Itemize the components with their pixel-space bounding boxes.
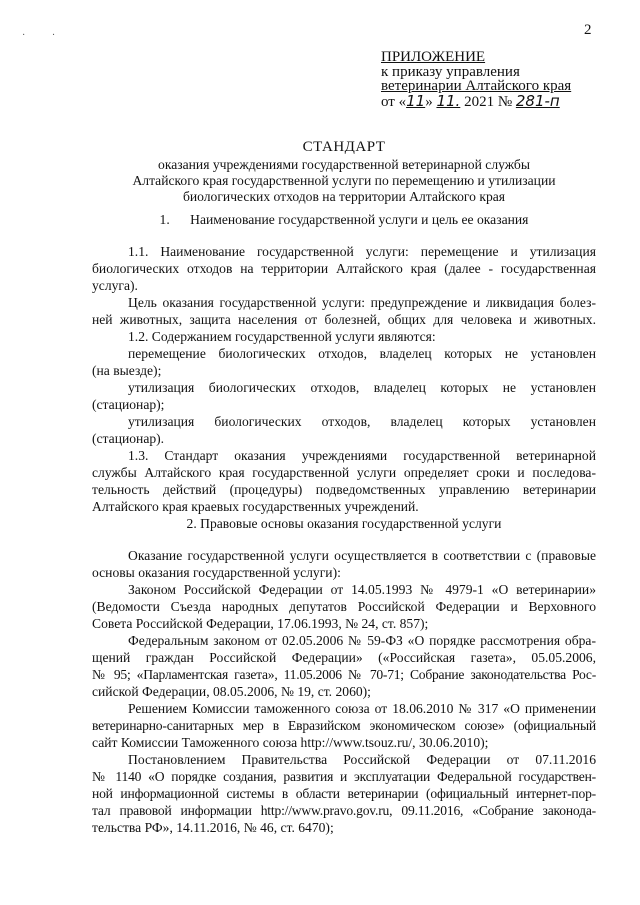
text-line: тал правовой информации http://www.pravo.gov.ru, 09.11.2016, «Собрание законода- — [92, 803, 596, 818]
standard-subtitle-2: Алтайского края государственной услуги по перемещению и утилизации — [132, 173, 556, 188]
page-number: 2 — [584, 22, 592, 38]
text-line: № 95; «Парламентская газета», 11.05.2006 № 70-71; Собрание законодательства Рос- — [92, 667, 596, 682]
text-line: ней животных, защита населения от болезней, общих для человека и животных. — [92, 312, 596, 327]
text-line: сийской Федерации, 08.05.2006, № 19, ст. 2060); — [92, 684, 371, 699]
text-line: 1.1. Наименование государственной услуги: перемещение и утилизация — [128, 244, 596, 259]
list-item-1 — [92, 345, 596, 379]
text-line: Решением Комиссии таможенного союза от 18.06.2010 № 317 «О применении — [128, 701, 596, 716]
section-2-body — [92, 547, 596, 836]
appendix-title: ПРИЛОЖЕНИЕ — [381, 49, 486, 65]
text-line: сайт Комиссии Таможенного союза http://www.tsouz.ru/, 30.06.2010); — [92, 735, 489, 750]
law-appeals — [92, 632, 596, 700]
section-2-heading: 2. Правовые основы оказания государственной услуги — [186, 516, 502, 531]
paragraph-2-intro — [92, 547, 596, 581]
section-1-heading: 1. Наименование государственной услуги и цель ее оказания — [159, 212, 529, 227]
text-line: Совета Российской Федерации, 17.06.1993, № 24, ст. 857); — [92, 616, 429, 631]
standard-subtitle-3: биологических отходов на территории Алтайского края — [182, 189, 506, 204]
appendix-line-2: ветеринарии Алтайского края — [381, 78, 572, 94]
paragraph-1-1-cont — [92, 260, 596, 294]
text-line: перемещение биологических отходов, владелец которых не установлен — [128, 346, 596, 361]
list-item-2 — [92, 379, 596, 413]
text-line: ветеринарно-санитарных мер в Евразийском экономическом союзе» (официальный — [92, 718, 596, 733]
date-year: 2021 № — [460, 93, 513, 110]
date-day: 11 — [406, 91, 426, 110]
text-line: щений граждан Российской Федерации» («Российская газета», 05.05.2006, — [92, 650, 596, 665]
date-prefix: от « — [381, 93, 407, 110]
text-line: Алтайского края краевых государственных учреждений. — [92, 499, 419, 514]
text-line: тельность действий (процедуры) подведомственных управлению ветеринарии — [92, 482, 596, 497]
text-line: № 1140 «О порядке создания, развития и эксплуатации Федеральной государствен- — [92, 769, 596, 784]
text-line: Цель оказания государственной услуги: предупреждение и ликвидация болез- — [128, 295, 596, 310]
standard-subtitle-1: оказания учреждениями государственной ветеринарной службы — [158, 157, 530, 172]
appendix-line-1: к приказу управления — [381, 63, 520, 80]
text-line: Федеральным законом от 02.05.2006 № 59-ФЗ «О порядке рассмотрения обра- — [128, 633, 596, 648]
section-1-body — [92, 243, 596, 515]
law-veterinary — [92, 581, 596, 632]
text-line: биологических отходов на территории Алтайского края (далее - государственная — [92, 261, 596, 276]
text-line: Постановлением Правительства Российской Федерации от 07.11.2016 — [128, 752, 596, 767]
text-line: Законом Российской Федерации от 14.05.1993 № 4979-1 «О ветеринарии» — [128, 582, 596, 597]
text-line: службы Алтайского края государственной услуги определяет сроки и последова- — [92, 465, 596, 480]
text-line: (Ведомости Съезда народных депутатов Российской Федерации и Верховного — [92, 599, 596, 614]
date-month: 11. — [436, 91, 461, 110]
text-line: услуга). — [92, 278, 138, 293]
paragraph-1-1 — [92, 243, 596, 260]
order-number: 281-п — [515, 91, 560, 110]
appendix-block — [381, 50, 571, 109]
paragraph-goal — [92, 294, 596, 328]
text-line: (стационар). — [92, 431, 165, 446]
paragraph-1-3 — [92, 447, 596, 515]
appendix-date-line — [381, 91, 571, 110]
text-line: 1.3. Стандарт оказания учреждениями государственной ветеринарной — [128, 448, 596, 463]
text-line: утилизация биологических отходов, владелец которых не установлен — [128, 380, 596, 395]
text-line: тельства РФ», 14.11.2016, № 46, ст. 6470); — [92, 820, 334, 835]
text-line: (на выезде); — [92, 363, 162, 378]
text-line: 1.2. Содержанием государственной услуги являются: — [128, 329, 436, 344]
standard-title: СТАНДАРТ — [302, 139, 386, 155]
text-line: основы оказания государственной услуги): — [92, 565, 341, 580]
text-line: (стационар); — [92, 397, 165, 412]
text-line: ной информационной системы в области ветеринарии (официальный интернет-пор- — [92, 786, 596, 801]
decision-customs-union — [92, 700, 596, 751]
government-resolution — [92, 751, 596, 836]
date-mid: » — [425, 93, 437, 110]
corner-marks: · · — [22, 30, 68, 41]
paragraph-1-2 — [92, 328, 596, 345]
text-line: Оказание государственной услуги осуществляется в соответствии с (правовые — [128, 548, 596, 563]
text-line: утилизация биологических отходов, владелец которых установлен — [128, 414, 596, 429]
list-item-3 — [92, 413, 596, 447]
